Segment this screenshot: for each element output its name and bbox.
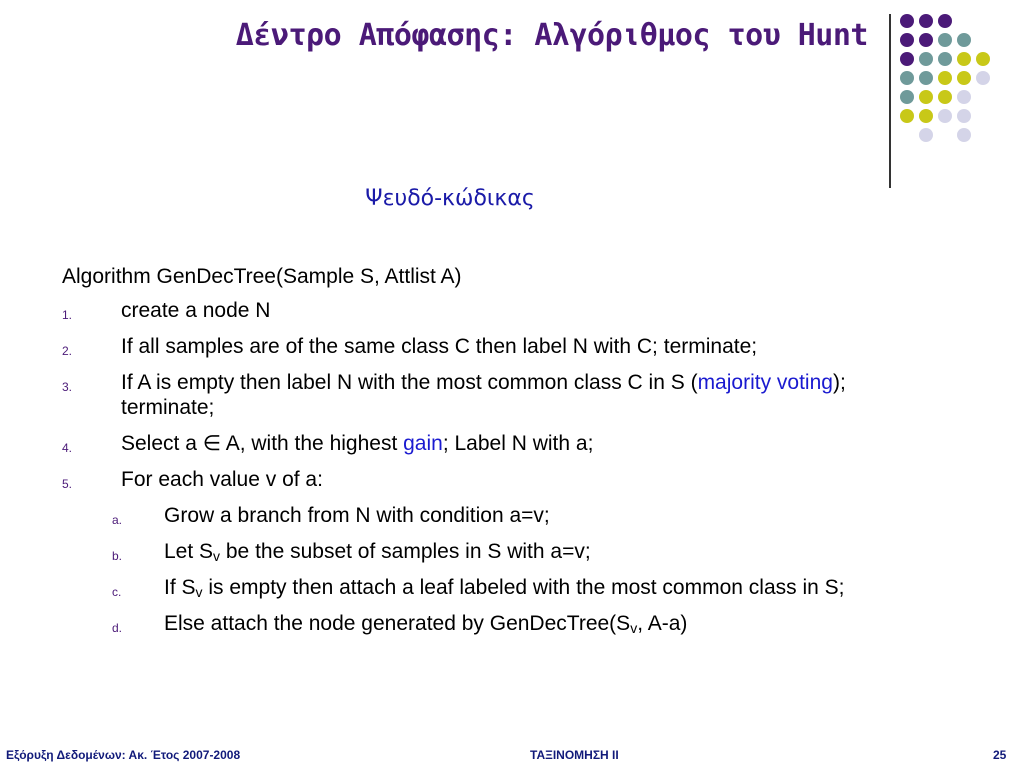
text-segment: ; Label N with a; — [442, 432, 594, 455]
list-item-text — [121, 370, 921, 420]
list-item — [62, 370, 962, 420]
decorative-dot — [919, 14, 933, 28]
decorative-dot — [919, 71, 933, 85]
sub-list-item — [62, 503, 962, 528]
list-marker: b. — [112, 549, 123, 563]
algorithm-header: Algorithm GenDecTree(Sample S, Attlist A) — [62, 265, 462, 288]
list-marker: 5. — [62, 477, 73, 491]
decorative-dot — [957, 90, 971, 104]
list-marker: 1. — [62, 308, 73, 322]
element-of-symbol: ∈ — [202, 432, 222, 455]
decorative-dot — [976, 71, 990, 85]
list-item-text: If all samples are of the same class C then label N with C; terminate; — [121, 335, 758, 358]
list-item — [62, 298, 962, 323]
list-item-text — [121, 431, 921, 456]
slide-title: Δέντρο Απόφασης: Αλγόριθμος του Hunt — [235, 18, 868, 53]
decorative-dot — [938, 71, 952, 85]
decorative-dot — [957, 109, 971, 123]
subscript: v — [213, 548, 221, 564]
text-segment: is empty then attach a leaf labeled with the most common class in S; — [202, 576, 845, 599]
list-item-text: For each value v of a: — [121, 468, 323, 491]
footer-course: Εξόρυξη Δεδομένων: Ακ. Έτος 2007-2008 — [6, 748, 241, 762]
decorative-dot — [919, 109, 933, 123]
text-segment: Select a — [121, 432, 203, 455]
decorative-dot — [957, 52, 971, 66]
decorative-dot — [900, 109, 914, 123]
decorative-dot — [919, 33, 933, 47]
slide-body — [62, 264, 962, 647]
list-item-text — [164, 611, 949, 636]
sub-list-item — [62, 611, 962, 636]
text-segment: If A is empty then label N with the most common class C in S ( — [121, 371, 698, 394]
decorative-dot — [919, 52, 933, 66]
slide-subtitle: Ψευδό-κώδικας — [365, 186, 535, 211]
list-marker: 4. — [62, 441, 73, 455]
subscript: v — [195, 584, 203, 600]
page-number: 25 — [993, 748, 1007, 762]
decorative-dot — [976, 52, 990, 66]
decorative-dot — [938, 52, 952, 66]
decorative-dot — [957, 128, 971, 142]
decorative-dot — [919, 128, 933, 142]
list-marker: c. — [112, 585, 122, 599]
decorative-dot — [957, 71, 971, 85]
decorative-dot — [957, 33, 971, 47]
decorative-dot — [900, 33, 914, 47]
decorative-dot — [938, 33, 952, 47]
text-segment: Let S — [164, 540, 214, 563]
decorative-dot — [938, 90, 952, 104]
list-item-text: create a node N — [121, 299, 271, 322]
text-segment: A, with the highest — [221, 432, 404, 455]
decorative-dot — [900, 52, 914, 66]
decorative-dot — [919, 90, 933, 104]
sub-list-item — [62, 575, 962, 600]
list-marker: 2. — [62, 344, 73, 358]
highlight-term: gain — [403, 432, 443, 455]
subscript: v — [630, 620, 638, 636]
text-segment: If S — [164, 576, 196, 599]
decorative-dot-grid — [900, 14, 1010, 174]
text-segment: , A-a) — [637, 612, 688, 635]
list-item — [62, 431, 962, 456]
decorative-dot — [900, 90, 914, 104]
decorative-dot — [900, 14, 914, 28]
sub-list-item — [62, 539, 962, 564]
highlight-term: majority voting — [697, 371, 833, 394]
text-segment: ); terminate; — [121, 371, 846, 419]
decorative-dot — [900, 71, 914, 85]
list-item — [62, 334, 962, 359]
list-item-text — [164, 575, 949, 600]
vertical-divider — [889, 14, 891, 188]
text-segment: Else attach the node generated by GenDecTree(S — [164, 612, 631, 635]
list-item-text — [164, 539, 949, 564]
list-marker: d. — [112, 621, 123, 635]
list-marker: a. — [112, 513, 123, 527]
decorative-dot — [938, 14, 952, 28]
list-item-text: Grow a branch from N with condition a=v; — [164, 504, 550, 527]
footer-topic: ΤΑΞΙΝΟΜΗΣΗ ΙΙ — [530, 748, 619, 762]
text-segment: be the subset of samples in S with a=v; — [220, 540, 591, 563]
decorative-dot — [938, 109, 952, 123]
list-item — [62, 467, 962, 492]
list-marker: 3. — [62, 380, 73, 394]
